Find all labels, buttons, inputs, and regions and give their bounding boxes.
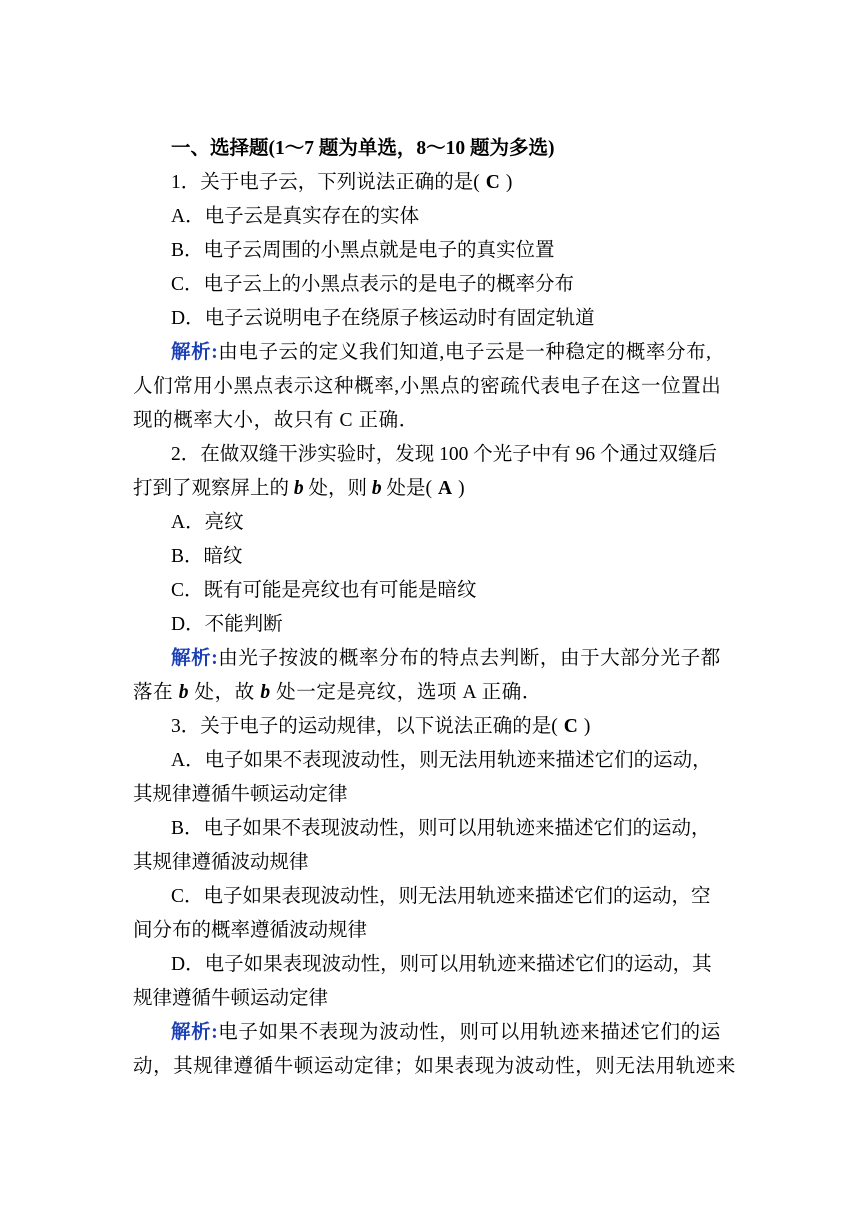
option-c: C．电子云上的小黑点表示的是电子的概率分布 — [171, 274, 575, 295]
explanation-1-line: 解析:由电子云的定义我们知道,电子云是一种稳定的概率分布, — [171, 342, 712, 363]
option-a: A．电子云是真实存在的实体 — [171, 206, 420, 227]
jiexi-label: 解析: — [171, 648, 219, 669]
option-b-cont: 其规律遵循波动规律 — [133, 852, 309, 873]
jiexi-label: 解析: — [171, 342, 219, 363]
answer-letter: C — [563, 716, 578, 737]
option-d: D．不能判断 — [171, 614, 283, 635]
question-1-stem: 1．关于电子云，下列说法正确的是( C ) — [133, 166, 733, 200]
option-b: B．暗纹 — [171, 546, 243, 567]
option-a-cont: 其规律遵循牛顿运动定律 — [133, 784, 348, 805]
explanation-2-line: 落在 b 处，故 b 处一定是亮纹，选项 A 正确． — [133, 682, 542, 703]
explanation-1-line: 现的概率大小，故只有 C 正确． — [133, 410, 419, 431]
question-number: 1． — [171, 172, 201, 193]
option-c: C．电子如果表现波动性，则无法用轨迹来描述它们的运动，空 — [171, 886, 711, 907]
document-page — [133, 132, 737, 1084]
option-c: C．既有可能是亮纹也有可能是暗纹 — [171, 580, 477, 601]
option-b: B．电子如果不表现波动性，则可以用轨迹来描述它们的运动， — [171, 818, 711, 839]
question-3-stem: 3．关于电子的运动规律，以下说法正确的是( C ) — [133, 710, 733, 744]
explanation-3-line: 动，其规律遵循牛顿运动定律；如果表现为波动性，则无法用轨迹来 — [133, 1056, 737, 1077]
option-a: A．亮纹 — [171, 512, 244, 533]
explanation-2-line: 解析:由光子按波的概率分布的特点去判断，由于大部分光子都 — [171, 648, 721, 669]
option-d: D．电子云说明电子在绕原子核运动时有固定轨道 — [171, 308, 595, 329]
option-c-cont: 间分布的概率遵循波动规律 — [133, 920, 368, 941]
explanation-3-line: 解析:电子如果不表现为波动性，则可以用轨迹来描述它们的运 — [171, 1022, 721, 1043]
option-a: A．电子如果不表现波动性，则无法用轨迹来描述它们的运动， — [171, 750, 712, 771]
question-2-stem: 2．在做双缝干涉实验时，发现 100 个光子中有 96 个通过双缝后 — [171, 444, 718, 465]
option-b: B．电子云周围的小黑点就是电子的真实位置 — [171, 240, 555, 261]
question-2-stem-cont: 打到了观察屏上的 b 处，则 b 处是( A ) — [133, 472, 733, 506]
option-d-cont: 规律遵循牛顿运动定律 — [133, 988, 329, 1009]
answer-letter: C — [485, 172, 500, 193]
answer-letter: A — [438, 478, 453, 499]
section-heading: 一、选择题(1～7 题为单选，8～10 题为多选) — [171, 138, 555, 159]
option-d: D．电子如果表现波动性，则可以用轨迹来描述它们的运动，其 — [171, 954, 712, 975]
jiexi-label: 解析: — [171, 1022, 219, 1043]
explanation-1-line: 人们常用小黑点表示这种概率,小黑点的密疏代表电子在这一位置出 — [133, 376, 722, 397]
